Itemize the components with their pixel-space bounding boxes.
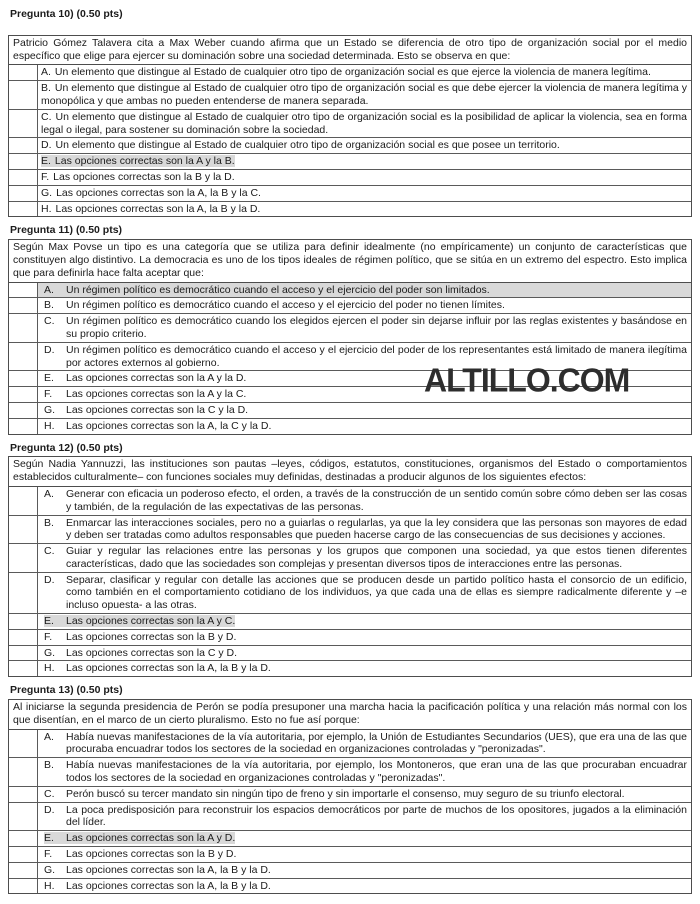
option-row	[9, 645, 691, 661]
option-letter: C.	[44, 315, 55, 328]
option-text: Las opciones correctas son la A y D.	[66, 832, 236, 845]
question-12-section	[8, 442, 692, 678]
question-11-section	[8, 224, 692, 434]
answer-cell	[9, 371, 38, 386]
question-table	[8, 699, 692, 894]
option-letter: C.	[41, 110, 52, 123]
answer-cell	[9, 419, 38, 434]
option-text: Las opciones correctas son la C y D.	[66, 646, 237, 659]
option-row	[9, 802, 691, 831]
altillo-watermark: ALTILLO.COM	[424, 361, 630, 399]
option-row	[9, 297, 691, 313]
question-table	[8, 239, 692, 434]
option-text: Había nuevas manifestaciones de la vía autoritaria, por ejemplo, la Unión de Estudiantes Secundarios (UES), que era una de las que procuraba encuadrar todos los sectores de la sociedad en organizaciones controladas y "peronizadas".	[66, 730, 687, 756]
question-intro: Según Max Povse un tipo es una categoría que se utiliza para definir idealmente (no empíricamente) un conjunto de características que constituyen algo distintivo. La democracia es uno de los tipos ideales de régimen político, que se sitúa en un extremo del espectro. Esto implica que para definirla hace falta aceptar que:	[9, 240, 691, 282]
question-13-section	[8, 684, 692, 894]
answer-cell	[9, 110, 38, 138]
option-text: Un régimen político es democrático cuando el acceso y el ejercicio del poder son limitados.	[66, 283, 490, 296]
option-row	[9, 283, 691, 298]
option-text: Las opciones correctas son la A, la B y la D.	[55, 202, 261, 215]
question-table	[8, 35, 692, 218]
option-letter: H.	[44, 879, 55, 892]
answer-cell	[9, 65, 38, 80]
answer-cell	[9, 387, 38, 402]
answer-cell	[9, 138, 38, 153]
option-row	[9, 846, 691, 862]
answer-cell	[9, 646, 38, 661]
option-row	[9, 757, 691, 786]
option-text: Un elemento que distingue al Estado de cualquier otro tipo de organización social es la posibilidad de aplicar la violencia, sea en forma legal o ilegal, para sostener su dominación sobre la sociedad.	[41, 110, 687, 136]
option-text: Enmarcar las interacciones sociales, pero no a guiarlas o regularlas, ya que la ley considera que las personas son mayores de edad y deben ser tratadas como adultos responsables que pueden hacerse cargo de las consecuencias de sus decisiones y acciones.	[66, 516, 687, 542]
option-row	[9, 109, 691, 138]
option-row	[9, 418, 691, 434]
option-text: La poca predisposición para reconstruir los espacios democráticos por parte de muchos de los opositores, jugados a la eliminación del líder.	[66, 803, 687, 829]
question-table	[8, 456, 692, 677]
option-letter: A.	[44, 283, 54, 296]
option-row	[9, 543, 691, 572]
option-text: Un elemento que distingue al Estado de cualquier otro tipo de organización social es que debe ejercer la violencia de manera legítima y monopólica y que ambas no pueden entenderse de manera separada.	[41, 82, 687, 107]
option-letter: B.	[44, 759, 54, 772]
option-row	[9, 65, 691, 80]
option-letter: A.	[44, 487, 54, 500]
answer-cell	[9, 847, 38, 862]
question-intro: Patricio Gómez Talavera cita a Max Weber cuando afirma que un Estado se diferencia de otro tipo de organización social por el medio específico que elige para ejercer su dominación sobre una sociedad determinada. Esto se observa en que:	[9, 36, 691, 66]
option-row	[9, 629, 691, 645]
option-letter: D.	[44, 803, 55, 816]
option-text: Había nuevas manifestaciones de la vía autoritaria, por ejemplo, los Montoneros, que eran una de las que procuraban encuadrar todos los sectores de la sociedad en organizaciones controladas y "peronizadas".	[66, 759, 687, 785]
answer-cell	[9, 516, 38, 544]
option-letter: E.	[41, 155, 51, 168]
question-10-section	[8, 8, 692, 217]
answer-cell	[9, 170, 38, 185]
option-text: Las opciones correctas son la C y la D.	[66, 403, 249, 416]
option-row	[9, 830, 691, 846]
answer-cell	[9, 803, 38, 831]
option-letter: G.	[44, 646, 56, 659]
option-letter: D.	[44, 573, 55, 586]
option-row	[9, 80, 691, 109]
question-intro: Al iniciarse la segunda presidencia de Perón se podía presuponer una marcha hacia la pacificación política y una relación más normal con los que disentían, en el marco de un cierto pluralismo. Esto no fue así porque:	[9, 700, 691, 730]
option-text: Las opciones correctas son la A y C.	[66, 615, 236, 628]
option-row	[9, 572, 691, 613]
option-row	[9, 137, 691, 153]
answer-cell	[9, 630, 38, 645]
option-text: Un régimen político es democrático cuando el acceso y el ejercicio del poder de los representantes está limitado de manera ilegítima por actores externos al gobierno.	[66, 343, 687, 369]
option-letter: B.	[44, 299, 54, 312]
answer-cell	[9, 831, 38, 846]
option-letter: H.	[44, 419, 55, 432]
answer-cell	[9, 758, 38, 786]
answer-cell	[9, 202, 38, 217]
answer-cell	[9, 186, 38, 201]
option-text: Las opciones correctas son la B y D.	[66, 848, 237, 861]
option-text: Las opciones correctas son la A y la C.	[66, 388, 247, 401]
option-text: Las opciones correctas son la A, la B y la D.	[66, 863, 271, 876]
answer-cell	[9, 403, 38, 418]
answer-cell	[9, 661, 38, 676]
option-letter: C.	[44, 545, 55, 558]
answer-cell	[9, 614, 38, 629]
question-heading: Pregunta 10) (0.50 pts)	[10, 8, 123, 20]
option-letter: D.	[41, 139, 52, 152]
answer-cell	[9, 283, 38, 298]
option-letter: C.	[44, 787, 55, 800]
option-letter: B.	[41, 82, 51, 95]
answer-cell	[9, 863, 38, 878]
option-row	[9, 402, 691, 418]
option-row	[9, 730, 691, 758]
question-heading: Pregunta 13) (0.50 pts)	[10, 684, 123, 697]
option-text: Un régimen político es democrático cuando el acceso y el ejercicio del poder no tienen límites.	[66, 299, 505, 312]
option-text: Las opciones correctas son la A y la B.	[54, 155, 235, 168]
option-text: Las opciones correctas son la A, la C y la D.	[66, 419, 272, 432]
option-letter: E.	[44, 615, 54, 628]
option-letter: F.	[44, 388, 53, 401]
option-text: Generar con eficacia un poderoso efecto, el orden, a través de la construcción de un sentido común sobre cómo deben ser las cosas y también, de la regulación de las expectativas de las personas.	[66, 487, 687, 513]
option-row	[9, 613, 691, 629]
option-letter: A.	[44, 730, 54, 743]
option-row	[9, 515, 691, 544]
option-text: Las opciones correctas son la A, la B y la D.	[66, 662, 271, 675]
option-text: Las opciones correctas son la A, la B y la D.	[66, 879, 271, 892]
option-letter: H.	[44, 662, 55, 675]
option-text: Un elemento que distingue al Estado de cualquier otro tipo de organización social es que posee un territorio.	[55, 139, 560, 152]
option-row	[9, 862, 691, 878]
answer-cell	[9, 487, 38, 515]
option-text: Guiar y regular las relaciones entre las personas y los grupos que componen una sociedad, ya que estos tienen diferentes características, dado que las sociedades son complejas y presentan diversos tipos de interacciones entre las personas.	[66, 545, 687, 570]
answer-cell	[9, 879, 38, 894]
option-row	[9, 201, 691, 217]
option-row	[9, 786, 691, 802]
answer-cell	[9, 81, 38, 109]
option-letter: B.	[44, 516, 54, 529]
option-row	[9, 878, 691, 894]
option-text: Un régimen político es democrático cuando los elegidos ejercen el poder sin dejarse influir por las reglas existentes y basándose en su propio criterio.	[66, 315, 687, 340]
option-text: Separar, clasificar y regular con detalle las acciones que se producen desde un partido político hasta el consorcio de un edificio, como también en el comportamiento cotidiano de los individuos, ya que cada una de ellas es siempre radicalmente diferente y –e incluso opuesta- a las otras.	[66, 573, 687, 612]
answer-cell	[9, 730, 38, 758]
option-text: Las opciones correctas son la B y la D.	[53, 170, 235, 183]
answer-cell	[9, 787, 38, 802]
option-letter: G.	[41, 186, 53, 199]
answer-cell	[9, 154, 38, 169]
answer-cell	[9, 573, 38, 613]
option-letter: E.	[44, 832, 54, 845]
option-row	[9, 169, 691, 185]
option-letter: G.	[44, 863, 56, 876]
answer-cell	[9, 314, 38, 342]
option-row	[9, 313, 691, 342]
option-text: Las opciones correctas son la A y la D.	[66, 372, 247, 385]
answer-cell	[9, 343, 38, 371]
option-row	[9, 487, 691, 515]
option-letter: F.	[44, 848, 53, 861]
option-letter: E.	[44, 372, 54, 385]
option-text: Perón buscó su tercer mandato sin ningún tipo de freno y sin importarle el consenso, muy seguro de su triunfo electoral.	[66, 787, 625, 800]
option-letter: F.	[44, 630, 53, 643]
answer-cell	[9, 544, 38, 572]
option-row	[9, 185, 691, 201]
option-letter: F.	[41, 170, 50, 183]
option-letter: A.	[41, 66, 51, 79]
option-text: Las opciones correctas son la A, la B y la C.	[56, 186, 261, 199]
option-row	[9, 153, 691, 169]
question-heading: Pregunta 11) (0.50 pts)	[10, 224, 123, 237]
question-intro: Según Nadia Yannuzzi, las instituciones son pautas –leyes, códigos, estatutos, constituciones, organismos del Estado o comportamientos establecidos culturalmente– con funciones sociales muy definidas, destinadas a producir algunos de los siguientes efectos:	[9, 457, 691, 487]
option-row	[9, 660, 691, 676]
option-letter: D.	[44, 343, 55, 356]
option-letter: G.	[44, 403, 56, 416]
question-heading: Pregunta 12) (0.50 pts)	[10, 441, 123, 454]
option-text: Las opciones correctas son la B y D.	[66, 630, 237, 643]
option-letter: H.	[41, 202, 52, 215]
answer-cell	[9, 298, 38, 313]
option-text: Un elemento que distingue al Estado de cualquier otro tipo de organización social es que ejerce la violencia de manera legítima.	[54, 66, 651, 79]
